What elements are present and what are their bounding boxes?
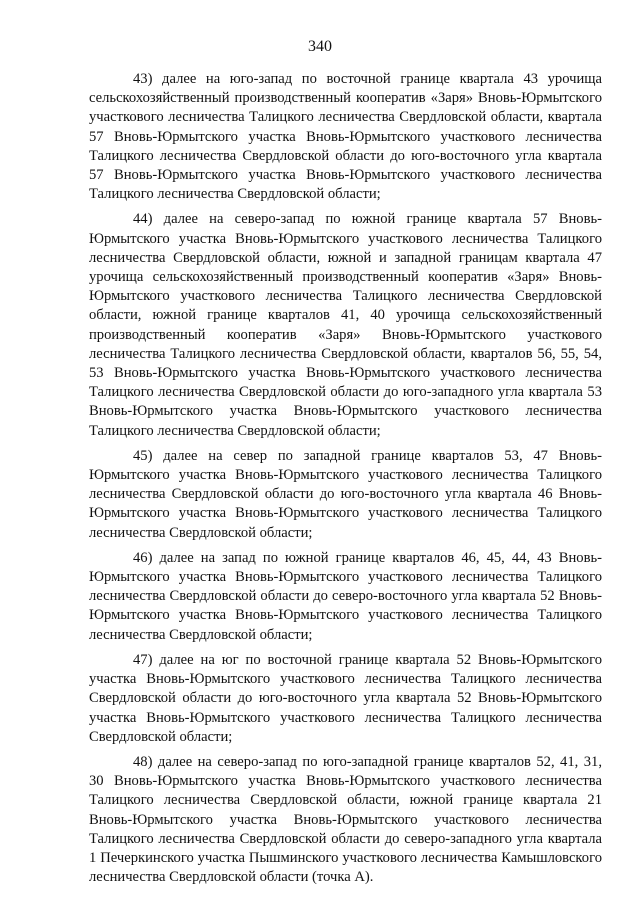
document-body xyxy=(89,70,602,893)
paragraph-45: 45) далее на север по западной границе кварталов 53, 47 Вновь-Юрмытского участка Вновь-Юрмытского участкового лесничества Талицкого лесничества Свердловской области до юго-восточного угла квартала 46 Вновь-Юрмытского участка Вновь-Юрмытского участкового лесничества Талицкого лесничества Свердловской области; xyxy=(89,447,602,541)
paragraph-47: 47) далее на юг по восточной границе квартала 52 Вновь-Юрмытского участка Вновь-Юрмытского участкового лесничества Талицкого лесничества Свердловской области до юго-восточного угла квартала 52 Вновь-Юрмытского участка Вновь-Юрмытского участкового лесничества Талицкого лесничества Свердловской области; xyxy=(89,651,602,745)
paragraph-44: 44) далее на северо-запад по южной границе квартала 57 Вновь-Юрмытского участка Вновь-Юрмытского участкового лесничества Талицкого лесничества Свердловской области, южной и западной границам квартала 47 урочища сельскохозяйственный производственный кооператив «Заря» Вновь-Юрмытского участкового лесничества Талицкого лесничества Свердловской области, южной границе кварталов 41, 40 урочища сельскохозяйственный производственный кооператив «Заря» Вновь-Юрмытского участкового лесничества Талицкого лесничества Свердловской области, кварталов 56, 55, 54, 53 Вновь-Юрмытского участка Вновь-Юрмытского участкового лесничества Талицкого лесничества Свердловской области до юго-западного угла квартала 53 Вновь-Юрмытского участка Вновь-Юрмытского участкового лесничества Талицкого лесничества Свердловской области; xyxy=(89,211,602,439)
paragraph-48: 48) далее на северо-запад по юго-западной границе кварталов 52, 41, 31, 30 Вновь-Юрмытского участка Вновь-Юрмытского участкового лесничества Талицкого лесничества Свердловской области, южной границе квартала 21 Вновь-Юрмытского участка Вновь-Юрмытского участкового лесничества Талицкого лесничества Свердловской области до северо-западного угла квартала 1 Печеркинского участка Пышминского участкового лесничества Камышловского лесничества Свердловской области (точка А). xyxy=(89,753,602,886)
paragraph-43: 43) далее на юго-запад по восточной границе квартала 43 урочища сельскохозяйственный производственный кооператив «Заря» Вновь-Юрмытского участкового лесничества Талицкого лесничества Свердловской области, квартала 57 Вновь-Юрмытского участка Вновь-Юрмытского участкового лесничества Талицкого лесничества Свердловской области до юго-восточного угла квартала 57 Вновь-Юрмытского участка Вновь-Юрмытского участкового лесничества Талицкого лесничества Свердловской области; xyxy=(89,71,602,203)
page-number: 340 xyxy=(308,38,332,55)
paragraph-46: 46) далее на запад по южной границе кварталов 46, 45, 44, 43 Вновь-Юрмытского участка Вновь-Юрмытского участкового лесничества Талицкого лесничества Свердловской области до северо-восточного угла квартала 52 Вновь-Юрмытского участка Вновь-Юрмытского участкового лесничества Талицкого лесничества Свердловской области; xyxy=(89,549,602,643)
